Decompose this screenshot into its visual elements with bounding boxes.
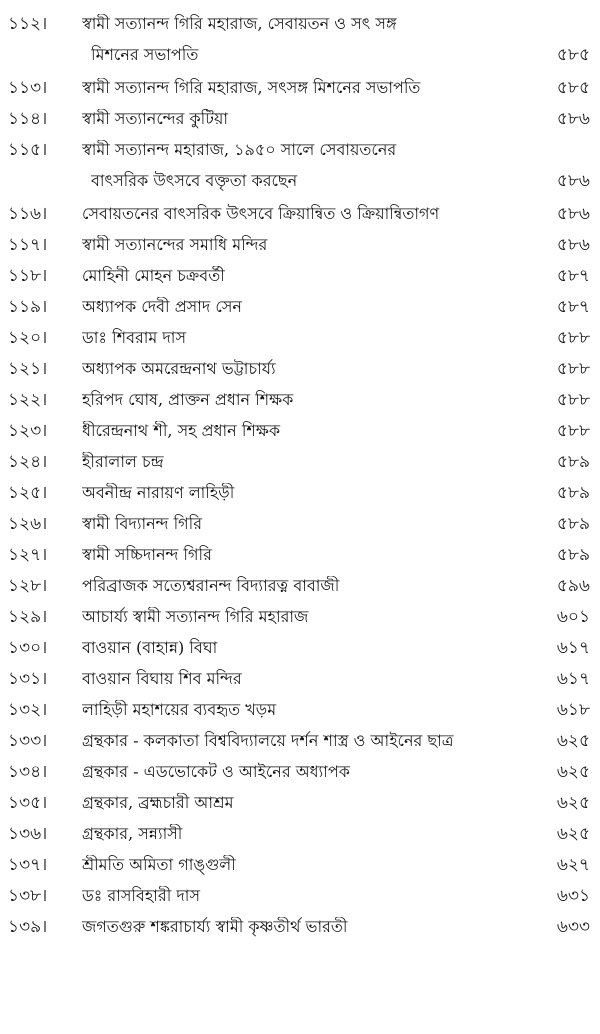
index-entry-119 <box>0 291 600 322</box>
entry-title: অবনীন্দ্র নারায়ণ লাহিড়ী <box>82 483 235 502</box>
entry-title: মোহিনী মোহন চক্রবর্তী <box>82 266 225 285</box>
entry-title: বাওয়ান বিঘায় শিব মন্দির <box>82 669 242 688</box>
entry-page-number: ৬১৭ <box>556 669 590 689</box>
entry-page-number: ৫৯৬ <box>556 576 590 596</box>
entry-page-number: ৫৮৬ <box>556 171 590 191</box>
entry-title: স্বামী সত্যানন্দ গিরি মহারাজ, সেবায়তন ও সৎ সঙ্গ <box>82 14 397 33</box>
entry-page-number: ৫৮৫ <box>556 78 590 98</box>
entry-page-number: ৫৮৬ <box>556 109 590 129</box>
entry-number: ১৩৬। <box>8 824 48 844</box>
entry-number: ১১২। <box>8 14 48 34</box>
entry-page-number: ৫৮৯ <box>556 483 590 503</box>
entry-page-number: ৫৮৭ <box>556 297 590 317</box>
entry-number: ১২৭। <box>8 545 48 565</box>
entry-page-number: ৫৮৮ <box>556 328 590 348</box>
entry-number: ১৩৮। <box>8 886 48 906</box>
entry-page-number: ৬১৭ <box>556 638 590 658</box>
index-entry-115 <box>0 134 600 198</box>
entry-title: পরিব্রাজক সত্যেশ্বরানন্দ বিদ্যারত্ন বাবাজী <box>82 576 340 595</box>
entry-page-number: ৬২৫ <box>556 731 590 751</box>
entry-title: বাওয়ান (বাহান্ন) বিঘা <box>82 638 218 657</box>
index-entry-132 <box>0 694 600 725</box>
index-entry-135 <box>0 787 600 818</box>
entry-title: স্বামী সত্যানন্দের কুটিয়া <box>82 109 229 128</box>
index-entry-126 <box>0 508 600 539</box>
entry-title: হীরালাল চন্দ্র <box>82 452 164 471</box>
entry-page-number: ৬০১ <box>556 607 590 627</box>
index-entry-124 <box>0 446 600 477</box>
entry-number: ১২৩। <box>8 421 48 441</box>
entry-number: ১১৯। <box>8 297 48 317</box>
entry-page-number: ৬২৭ <box>556 855 590 875</box>
entry-number: ১২২। <box>8 390 48 410</box>
entry-title: ধীরেন্দ্রনাথ শী, সহ প্রধান শিক্ষক <box>82 421 281 440</box>
index-entry-121 <box>0 353 600 384</box>
entry-number: ১২১। <box>8 359 48 379</box>
entry-title-continuation: বাৎসরিক উৎসবে বক্তৃতা করছেন <box>91 171 298 190</box>
index-entry-129 <box>0 601 600 632</box>
entry-number: ১১৮। <box>8 266 48 286</box>
entry-page-number: ৬৩১ <box>556 886 590 906</box>
entry-title: অধ্যাপক দেবী প্রসাদ সেন <box>82 297 242 316</box>
entry-number: ১২৪। <box>8 452 48 472</box>
entry-page-number: ৫৮৮ <box>556 390 590 410</box>
entry-title: গ্রন্থকার, ব্রহ্মচারী আশ্রম <box>82 793 234 812</box>
index-entry-134 <box>0 756 600 787</box>
entry-title: ডঃ রাসবিহারী দাস <box>82 886 201 905</box>
entry-number: ১২০। <box>8 328 48 348</box>
entry-page-number: ৫৮৯ <box>556 514 590 534</box>
entry-page-number: ৫৮৯ <box>556 545 590 565</box>
index-entry-122 <box>0 384 600 415</box>
index-entry-136 <box>0 818 600 849</box>
entry-page-number: ৫৮৯ <box>556 452 590 472</box>
entry-page-number: ৫৮৬ <box>556 204 590 224</box>
entry-title: স্বামী সচ্চিদানন্দ গিরি <box>82 545 212 564</box>
entry-number: ১৩৫। <box>8 793 48 813</box>
entry-number: ১১৩। <box>8 78 48 98</box>
entry-title: অধ্যাপক অমরেন্দ্রনাথ ভট্টাচার্য্য <box>82 359 276 378</box>
index-entry-139 <box>0 911 600 942</box>
entry-number: ১৩৩। <box>8 731 48 751</box>
entry-title: গ্রন্থকার - কলকাতা বিশ্ববিদ্যালয়ে দর্শন শাস্ত্র ও আইনের ছাত্র <box>82 731 454 750</box>
entry-number: ১৩৪। <box>8 762 48 782</box>
entry-title: ডাঃ শিবরাম দাস <box>82 328 187 347</box>
entry-page-number: ৫৮৫ <box>556 45 590 65</box>
entry-number: ১২৫। <box>8 483 48 503</box>
entry-number: ১৩২। <box>8 700 48 720</box>
entry-number: ১১৫। <box>8 140 48 160</box>
entry-title: জগতগুরু শঙ্করাচার্য্য স্বামী কৃষ্ণতীর্থ ভারতী <box>82 917 348 936</box>
entry-title: স্বামী সত্যানন্দ মহারাজ, ১৯৫০ সালে সেবায়তনের <box>82 140 397 159</box>
index-entry-114 <box>0 103 600 134</box>
entry-title: আচার্য্য স্বামী সত্যানন্দ গিরি মহারাজ <box>82 607 309 626</box>
entry-title: লাহিড়ী মহাশয়ের ব্যবহৃত খড়ম <box>82 700 277 719</box>
entry-title: হরিপদ ঘোষ, প্রাক্তন প্রধান শিক্ষক <box>82 390 294 409</box>
index-entry-131 <box>0 663 600 694</box>
entry-number: ১১৭। <box>8 235 48 255</box>
entry-page-number: ৬২৫ <box>556 762 590 782</box>
entry-page-number: ৬১৮ <box>556 700 590 720</box>
index-entry-123 <box>0 415 600 446</box>
entry-title: গ্রন্থকার - এডভোকেট ও আইনের অধ্যাপক <box>82 762 350 781</box>
entry-title: স্বামী সত্যানন্দ গিরি মহারাজ, সৎসঙ্গ মিশনের সভাপতি <box>82 78 421 97</box>
entry-page-number: ৬৩৩ <box>556 917 590 937</box>
entry-number: ১৩১। <box>8 669 48 689</box>
entry-title: স্বামী বিদ্যানন্দ গিরি <box>82 514 203 533</box>
entry-number: ১৩০। <box>8 638 48 658</box>
index-entry-128 <box>0 570 600 601</box>
index-entry-116 <box>0 198 600 229</box>
entry-number: ১২৯। <box>8 607 48 627</box>
entry-number: ১৩৯। <box>8 917 48 937</box>
index-entry-130 <box>0 632 600 663</box>
index-entry-125 <box>0 477 600 508</box>
entry-number: ১১৪। <box>8 109 48 129</box>
index-entry-112 <box>0 8 600 72</box>
entry-title: গ্রন্থকার, সন্ন্যাসী <box>82 824 183 843</box>
index-entry-120 <box>0 322 600 353</box>
index-entry-118 <box>0 260 600 291</box>
index-entry-138 <box>0 880 600 911</box>
index-entry-137 <box>0 849 600 880</box>
entry-number: ১৩৭। <box>8 855 48 875</box>
entry-page-number: ৬২৫ <box>556 793 590 813</box>
entry-title: সেবায়তনের বাৎসরিক উৎসবে ক্রিয়ান্বিত ও ক্রিয়ান্বিতাগণ <box>82 204 440 223</box>
index-entry-117 <box>0 229 600 260</box>
top-margin <box>0 0 600 8</box>
index-entry-127 <box>0 539 600 570</box>
entry-title-continuation: মিশনের সভাপতি <box>91 45 199 64</box>
entry-title: শ্রীমতি অমিতা গাঙ্গুলী <box>82 855 236 874</box>
entry-number: ১২৮। <box>8 576 48 596</box>
entry-page-number: ৫৮৮ <box>556 421 590 441</box>
entry-number: ১১৬। <box>8 204 48 224</box>
entry-page-number: ৫৮৭ <box>556 266 590 286</box>
entry-page-number: ৬২৫ <box>556 824 590 844</box>
entry-title: স্বামী সত্যানন্দের সমাধি মন্দির <box>82 235 268 254</box>
entry-number: ১২৬। <box>8 514 48 534</box>
index-entry-133 <box>0 725 600 756</box>
entry-page-number: ৫৮৮ <box>556 359 590 379</box>
entry-page-number: ৫৮৬ <box>556 235 590 255</box>
index-entry-113 <box>0 72 600 103</box>
